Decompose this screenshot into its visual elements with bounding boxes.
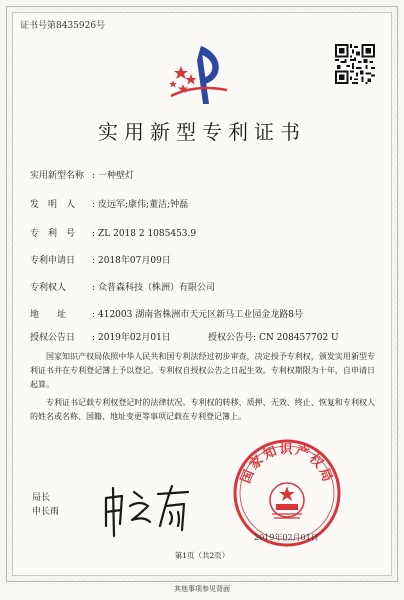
seal-date: 2019年02月01日: [254, 533, 319, 542]
owner-label: 专利权人: [30, 283, 67, 293]
certificate-title: 实用新型专利证书: [98, 120, 306, 144]
grant-number-label: 授权公告号: [208, 333, 254, 343]
certificate-number: 证书号第8435926号: [20, 21, 106, 31]
patent-number-label: 专 利 号: [30, 229, 76, 239]
address-value: 412003 湖南省株洲市天元区新马工业园金龙路8号: [98, 310, 303, 320]
qr-code-icon: [335, 44, 375, 84]
footer-note: 其他事项参见背面: [174, 585, 230, 593]
grant-statement-paragraph: 国家知识产权局依照中华人民共和国专利法经过初步审查，决定授予专利权，颁发实用新型专利证书并在专利登记簿上予以登记。专利权自授权公告之日起生效。专利权期限为十年，自申请日起算。: [30, 352, 375, 389]
svg-text:国家知识产权局: [238, 441, 335, 485]
owner-value: 众普森科技（株洲）有限公司: [98, 283, 216, 293]
inventor-value: 皮远军;康伟;董洁;钟磊: [98, 200, 189, 210]
grant-number-value: CN 208457702 U: [259, 333, 339, 343]
filing-date-row: 专利申请日 : 2018年07月09日: [30, 253, 171, 266]
grant-row: 授权公告日 : 2019年02月01日 授权公告号: CN 208457702 U: [30, 330, 339, 343]
grant-date-value: 2019年02月01日: [98, 333, 171, 343]
owner-row: 专利权人 : 众普森科技（株洲）有限公司: [30, 280, 215, 293]
bureau-director-name: 申长雨: [32, 507, 60, 517]
seal-text: 国家知识产权局: [238, 442, 336, 486]
patent-number-row: 专 利 号 : ZL 2018 2 1085453.9: [30, 226, 196, 239]
patent-number-value: ZL 2018 2 1085453.9: [98, 229, 197, 239]
cnipa-logo-icon: [165, 40, 235, 110]
address-label: 地 址: [30, 310, 67, 320]
bureau-title: 局长: [32, 493, 51, 503]
model-name-row: 实用新型名称 : 一种壁灯: [30, 168, 134, 181]
director-signature-icon: [100, 480, 195, 540]
inventor-label: 发 明 人: [30, 200, 76, 210]
filing-date-label: 专利申请日: [30, 256, 76, 266]
model-name-label: 实用新型名称: [30, 171, 85, 181]
grant-date-label: 授权公告日: [30, 333, 76, 343]
page-indicator: 第1页（共2页）: [174, 551, 230, 560]
filing-date-value: 2018年07月09日: [98, 256, 171, 266]
legal-status-paragraph: 专利证书记载专利权登记时的法律状况。专利权的转移、质押、无效、终止、恢复和专利权人的姓名或名称、国籍、地址变更等事项记载在专利登记簿上。: [30, 398, 375, 421]
model-name-value: 一种壁灯: [98, 171, 135, 181]
inventor-row: 发 明 人 : 皮远军;康伟;董洁;钟磊: [30, 197, 188, 210]
address-row: 地 址 : 412003 湖南省株洲市天元区新马工业园金龙路8号: [30, 307, 303, 320]
